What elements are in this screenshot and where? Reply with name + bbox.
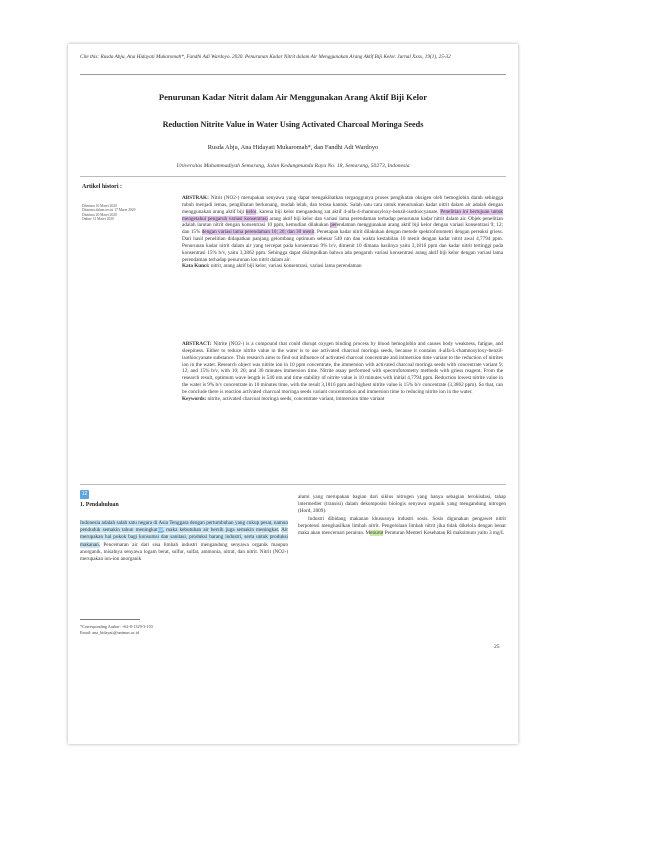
highlight-annotation[interactable]: kelor — [245, 208, 257, 215]
body-text: Pencemaran air dari sisa limbah industri mengandung senyawa organik maupun anorganik, misalnya senyawa logam berat, sulfur, sulfat, ammonia, nitrat, dan nitrit. Nitrit (NO2-) merupakan ion-ion anorganik — [80, 541, 288, 563]
page-number: 25 — [494, 644, 500, 650]
footnote — [80, 624, 153, 636]
highlight-annotation[interactable]: Air merupakan hal pokok bagi konsumsi dan sanitasi, produksi barang industri, serta untuk produksi makanan. — [80, 527, 289, 548]
article-history-list — [82, 204, 135, 221]
header-divider — [80, 74, 506, 75]
section-heading: 1. Pendahuluan — [80, 502, 119, 508]
footnote-divider — [80, 619, 140, 620]
abstract-text: Nitrite (NO2-) is a compound that could disrupt oxygen binding process by blood hemoglobin and causes body weakness, fatigue, and sleepiness. Either to reduce nitrite value in the water is to use activated charcoal moringa seeds, because it contains 4-alfa-L-rhamnosyloxy-benzil-isothiocyanate substance. This research aims to find out influence of activated charcoal concentrate and immersion time variant to the reduction of nitrites ion in the water. Research object was nitrite ion in 10 ppm concentrate, the immersion with activated charcoal moringa seeds with concentrate variant 9; 12; and 15% b/v, with 10; 20; and 30 minutes immersion time. Nitrite assay performed with spectrofotometry methods with griess reagent. From the research result, optimum wave length is 540 nm and time stability of nitrite value is 10 minutes with initial 4,7794 ppm. Reduction lowest nitrite value in the water is 9% b/v concentrate in 10 minutes time, with the result 3,1816 ppm and highest nitrite value is 15% b/v concentrate (3,3862 ppm). So that, can be conclude there is reaction activated charcoal moringa seeds variant concentration and immersion time to reducing nitrite ion in the water. — [182, 341, 504, 395]
highlight-annotation[interactable]: enurut — [370, 530, 384, 537]
history-date: Diterima 20 Maret 2020 — [82, 212, 117, 217]
title-indonesian: Penurunan Kadar Nitrit dalam Air Menggunakan Arang Aktif Biji Kelor — [158, 92, 428, 102]
abstract-text: arang aktif biji kelor dan variasi lama perendaman terhadap penurunan kadar nitrit dalam air. Objek penelitian adalah larutan nitrit dengan konsentrasi 10 ppm, kemudian dilakukan — [182, 215, 503, 229]
abstract-english — [182, 341, 503, 403]
document-page — [68, 44, 518, 744]
body-column-left — [80, 520, 288, 563]
abstract-text: . Penetapan kadar nitrit dilakukan dengan metode spektrofotometri dengan pereaksi griess. Dari hasil penelitian didapatkan panjang gelombang optimum sebesar 540 nm dan waktu kestabilan 10 menit dengan kadar nitrit awal 4,7794 ppm. Penurunan kadar nitrit dalam air yang tercepat pada konsentrasi 9% b/v, dimenit 10 dimana hasilnya yaitu 3,1816 ppm dan kadar nitrit tertinggi pada konsentrasi 15% b/v, yaitu 3,3862 ppm. Sehingga dapat disimpulkan bahwa ada pengaruh variasi konsentrasi arang aktif biji kelor dengan variasi lama perendaman terhadap penurunan ion nitrit dalam air. — [182, 229, 503, 263]
body-text: Indonesia adalah salah satu negara di Asia Tenggara dengan pertumbuhan yang cukup pesat, namun penduduk semakin tahun meningkat — [80, 520, 288, 534]
comment-badge[interactable]: 12 — [81, 491, 88, 497]
paragraph — [298, 516, 506, 538]
affiliation-divider — [80, 176, 506, 177]
keywords-label: Keywords: — [182, 395, 207, 402]
body-text: Industri dibidang makanan khususnya industri sosis. Sosis digunakan pengawet nitrit berpotensi menghasilkan limbah nitrit. Pengelolaan limbah nitrit jika tidak dikelola dengan benar maka akan mencemari perairan. M — [298, 515, 506, 537]
article-info-heading: Artikel histori : — [82, 184, 122, 190]
footnote-email: Email: ana_hidayati@unimus.ac.id — [80, 629, 139, 635]
abstract-divider — [80, 484, 506, 485]
keywords-text: nitrit, arang aktif biji kelor, variasi konsentrasi, variasi lama perendaman — [210, 263, 362, 270]
title-english: Reduction Nitrite Value in Water Using Activated Charcoal Moringa Seeds — [162, 120, 424, 129]
abstract-text: , karena biji kelor mengandung zat aktif 4-alfa-4-rhamnosyloxy-benzil-isothiocyanate. — [256, 208, 439, 215]
history-date: Diterima 16 Maret 2020 — [82, 204, 117, 208]
paragraph: alami yang merupakan bagian dari siklus nitrogen yang hanya sebagian terokisdasi, tahap intermedier (transisi) dalam dekomposisi biologis senyawa organik yang mengandung nitrogen (Hord, 2009). — [298, 494, 506, 515]
abstract-text: Nitrit (NO2-) merupakan senyawa yang dapat mengakibatkan terganggunya proses pengikatan oksigen oleh hemoglobin darah sehingga tubuh menjadi lemas, penglihatan berkunang, mudah lelah, dan terasa kantuk. Salah satu cara untuk menurunkan kadar nitrit dalam air adalah dengan menggunakan arang aktif biji — [182, 195, 504, 215]
keywords-label: Kata Kunci: — [182, 263, 210, 270]
highlight-annotation[interactable]: per — [330, 222, 337, 229]
body-text: , maka kebutuhan air bersih juga semakin meningkat. — [162, 527, 280, 534]
citation-header: Cite this: Rusda Abju, Ana Hidayati Mukaromah*, Fandhi Adi Wardoyo. 2020. Penurunan Kadar Nitrit dalam Air Menggunakan Arang Aktif Biji Kelor. Jurnal Xxxx, 19(1), 25-32 — [80, 54, 451, 60]
abstract-lead: ABSTRAK: — [182, 195, 209, 201]
authors: Rusda Abju, Ana Hidayati Mukaromah*, dan Fandhi Adi Wardoyo — [207, 144, 379, 151]
affiliation: Universitas Muhammadiyah Semarang, Jalan Kedungmundu Raya No. 18, Semarang, 50273, Indonesia — [176, 163, 410, 169]
highlight-annotation[interactable]: Penelitian ini bertujuan untuk mengetahui pengaruh variasi konsentrasi — [182, 208, 504, 222]
footnote-author: *Corresponding Author: +62-8-1329-3-103 — [80, 624, 153, 629]
body-text: Peraturan Menteri Kesehatan RI maksimum yaitu 3 mg/L — [383, 530, 505, 537]
highlight-annotation[interactable]: dengan variasi lama perendaman 10; 20; dan 30 menit — [201, 229, 315, 236]
comment-marker[interactable]: 12 — [157, 527, 163, 534]
abstract-lead: ABSTRACT: — [182, 341, 212, 347]
abstract-text: endaman menggunakan arang aktif biji kelor dengan variasi konsentrasi 9; 12; dan 15% — [182, 222, 504, 236]
keywords-text: nitrite, activated charcoal moringa seeds, concentrate variant, immersion time variant — [207, 395, 385, 402]
history-date: Online 31 Maret 2020 — [82, 216, 114, 221]
abstract-indonesian — [182, 195, 503, 270]
history-date: Diterima dalam revisi 17 Maret 2020 — [82, 208, 136, 213]
body-column-right — [298, 494, 506, 537]
